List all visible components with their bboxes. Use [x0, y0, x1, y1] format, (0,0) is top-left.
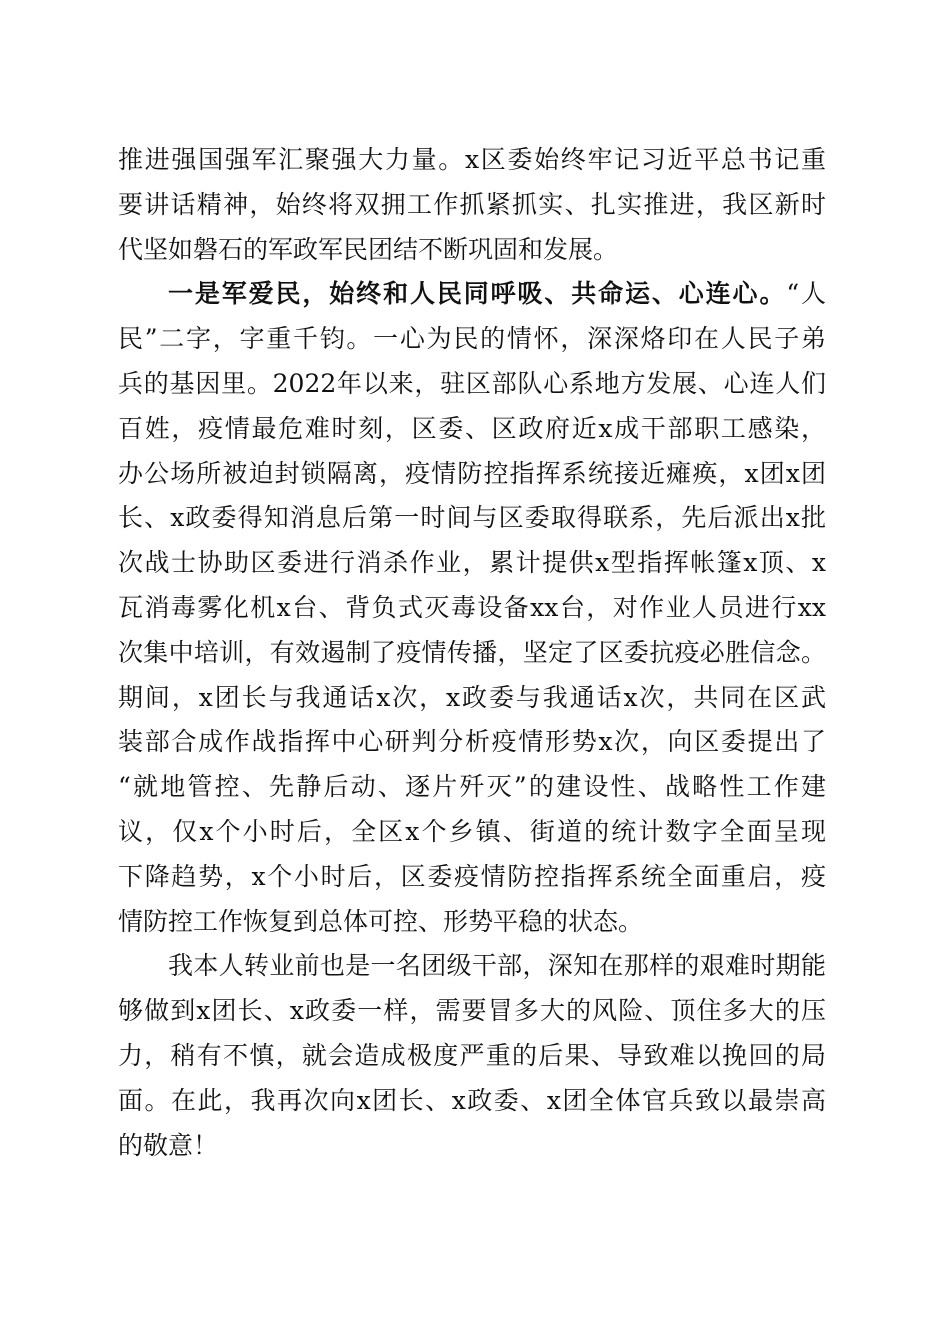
paragraph-1 [118, 138, 826, 272]
document-page [118, 138, 826, 1168]
text-line: 瓦消毒雾化机x台、背负式灭毒设备xx台，对作业人员进行xx [118, 592, 826, 622]
bold-heading-sentence: 一是军爱民，始终和人民同呼吸、共命运、心连心。 [168, 279, 787, 309]
text-line: 的敬意！ [118, 1130, 219, 1160]
text-line: 百姓，疫情最危难时刻，区委、区政府近x成干部职工感染， [118, 413, 826, 443]
text-line: 兵的基因里。2022年以来，驻区部队心系地方发展、心连人们 [118, 368, 826, 398]
text-line: 我本人转业前也是一名团级干部，深知在那样的艰难时期能 [168, 951, 826, 981]
text-line: 面。在此，我再次向x团长、x政委、x团全体官兵致以最崇高 [118, 1085, 826, 1115]
text-line: 力，稍有不慎，就会造成极度严重的后果、导致难以挽回的局 [118, 1040, 826, 1070]
text-line [118, 272, 826, 317]
text-line: 情防控工作恢复到总体可控、形势平稳的状态。 [118, 906, 644, 936]
text-line: 下降趋势，x个小时后，区委疫情防控指挥系统全面重启，疫 [118, 861, 826, 891]
paragraph-2 [118, 272, 826, 944]
text-run: “人 [786, 279, 826, 309]
text-line: 代坚如磐石的军政军民团结不断巩固和发展。 [118, 234, 619, 264]
text-line: 次战士协助区委进行消杀作业，累计提供x型指挥帐篷x顶、x [118, 548, 826, 578]
text-line: 办公场所被迫封锁隔离，疫情防控指挥系统接近瘫痪，x团x团 [118, 458, 826, 488]
text-line: 装部合成作战指挥中心研判分析疫情形势x次，向区委提出了 [118, 727, 826, 757]
text-line: 要讲话精神，始终将双拥工作抓紧抓实、扎实推进，我区新时 [118, 189, 826, 219]
text-line: 够做到x团长、x政委一样，需要冒多大的风险、顶住多大的压 [118, 996, 826, 1026]
text-line: 次集中培训，有效遏制了疫情传播，坚定了区委抗疫必胜信念。 [118, 637, 826, 667]
text-line: 期间，x团长与我通话x次，x政委与我通话x次，共同在区武 [118, 682, 826, 712]
text-line: 民”二字，字重千钧。一心为民的情怀，深深烙印在人民子弟 [118, 324, 826, 354]
paragraph-3 [118, 944, 826, 1168]
text-line: 长、x政委得知消息后第一时间与区委取得联系，先后派出x批 [118, 503, 826, 533]
text-line: 议，仅x个小时后，全区x个乡镇、街道的统计数字全面呈现 [118, 816, 826, 846]
text-line: “就地管控、先静后动、逐片歼灭”的建设性、战略性工作建 [118, 772, 826, 802]
text-line: 推进强国强军汇聚强大力量。x区委始终牢记习近平总书记重 [118, 145, 826, 174]
